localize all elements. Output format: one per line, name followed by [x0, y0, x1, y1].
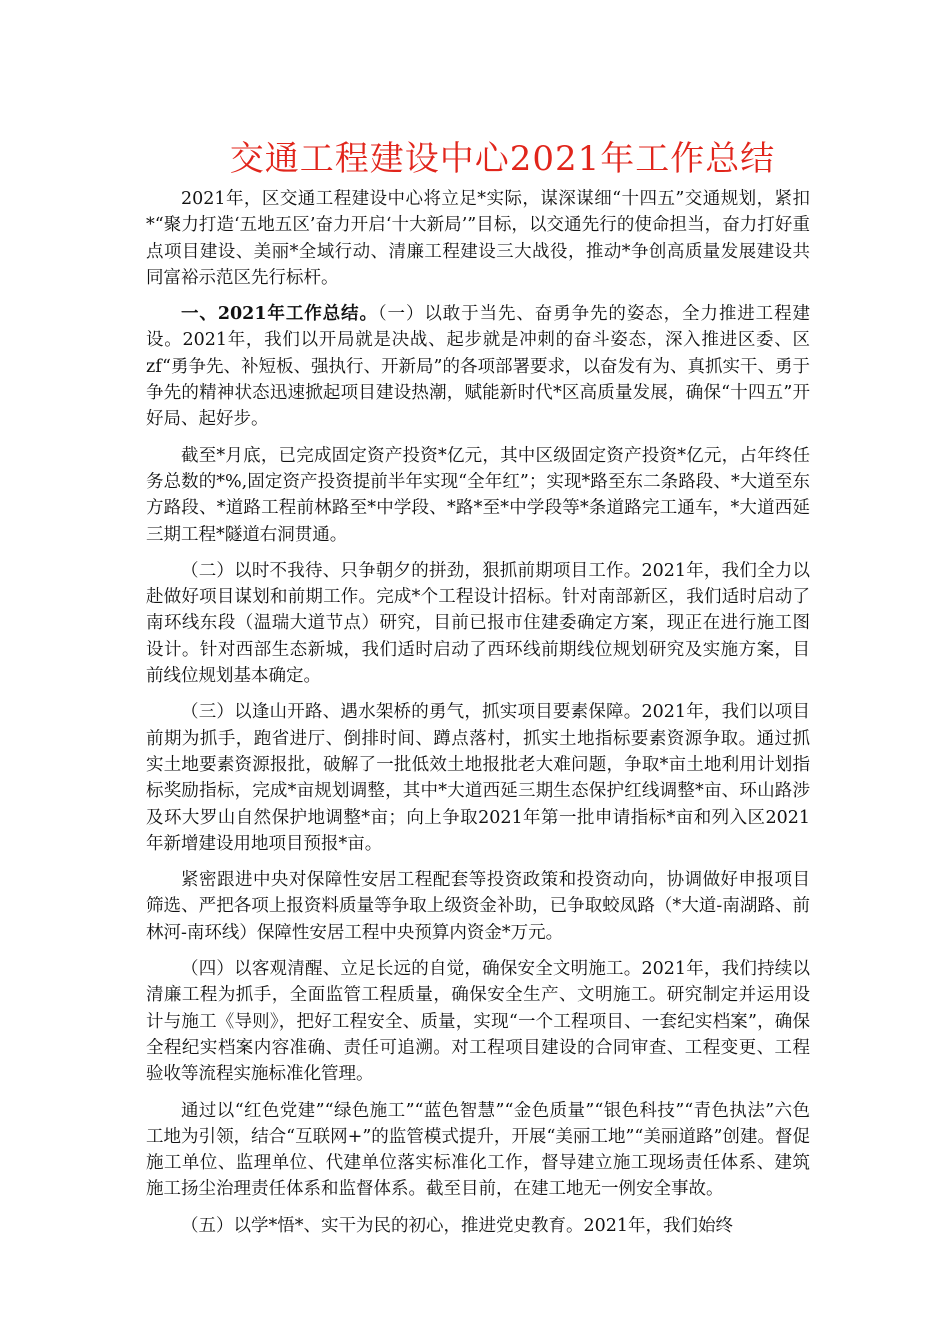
paragraph-intro: 2021年，区交通工程建设中心将立足*实际，谋深谋细“十四五”交通规划，紧扣*“聚力打造‘五地五区’奋力开启‘十大新局’”目标，以交通先行的使命担当，奋力打好重点项目建设、美丽*全域行动、清廉工程建设三大战役，推动*争创高质量发展建设共同富裕示范区先行标杆。 — [146, 189, 810, 288]
document-body — [146, 186, 810, 1249]
section-heading: 一、2021年工作总结。 — [181, 304, 378, 325]
paragraph-item-4: （四）以客观清醒、立足长远的自觉，确保安全文明施工。2021年，我们持续以清廉工程为抓手，全面监管工程质量，确保安全生产、文明施工。研究制定并运用设计与施工《导则》，把好工程安全、质量，实现“一个工程项目、一套纪实档案”，确保全程纪实档案内容准确、责任可追溯。对工程项目建设的合同审查、工程变更、工程验收等流程实施标准化管理。 — [146, 959, 810, 1085]
paragraph-investment: 截至*月底，已完成固定资产投资*亿元，其中区级固定资产投资*亿元，占年终任务总数的*%,固定资产投资提前半年实现“全年红”；实现*路至东二条路段、*大道至东方路段、*道路工程前林路至*中学段、*路*至*中学段等*条道路完工通车，*大道西延三期工程*隧道右洞贯通。 — [146, 445, 810, 545]
paragraph-text: （一）以敢于当先、奋勇争先的姿态，全力推进工程建设。2021年，我们以开局就是决战、起步就是冲刺的奋斗姿态，深入推进区委、区zf“勇争先、补短板、强执行、开新局”的各项部署要求，以奋发有为、真抓实干、勇于争先的精神状态迅速掀起项目建设热潮，赋能新时代*区高质量发展，确保“十四五”开好局、起好步。 — [146, 304, 810, 430]
paragraph-item-5: （五）以学*悟*、实干为民的初心，推进党史教育。2021年，我们始终 — [181, 1215, 734, 1236]
paragraph-section-1 — [146, 301, 810, 432]
document-title: 交通工程建设中心2021年工作总结 — [229, 139, 776, 179]
paragraph-funding: 紧密跟进中央对保障性安居工程配套等投资政策和投资动向，协调做好申报项目筛选、严把各项上报资料质量等争取上级资金补助，已争取蛟凤路（*大道-南湖路、前林河-南环线）保障性安居工程中央预算内资金*万元。 — [146, 870, 810, 943]
paragraph-item-3: （三）以逢山开路、遇水架桥的勇气，抓实项目要素保障。2021年，我们以项目前期为抓手，跑省进厅、倒排时间、蹲点落村，抓实土地指标要素资源争取。通过抓实土地要素资源报批，破解了一批低效土地报批老大难问题，争取*亩土地利用计划指标奖励指标，完成*亩规划调整，其中*大道西延三期生态保护红线调整*亩、环山路涉及环大罗山自然保护地调整*亩；向上争取2021年第一批申请指标*亩和列入区2021年新增建设用地项目预报*亩。 — [146, 702, 810, 854]
paragraph-six-color: 通过以“红色党建”“绿色施工”“蓝色智慧”“金色质量”“银色科技”“青色执法”六色工地为引领，结合“互联网+”的监管模式提升，开展“美丽工地”“美丽道路”创建。督促施工单位、监理单位、代建单位落实标准化工作，督导建立施工现场责任体系、建筑施工扬尘治理责任体系和监督体系。截至目前，在建工地无一例安全事故。 — [146, 1100, 810, 1200]
paragraph-item-2: （二）以时不我待、只争朝夕的拼劲，狠抓前期项目工作。2021年，我们全力以赴做好项目谋划和前期工作。完成*个工程设计招标。针对南部新区，我们适时启动了南环线东段（温瑞大道节点）研究，目前已报市住建委确定方案，现正在进行施工图设计。针对西部生态新城，我们适时启动了西环线前期线位规划研究及实施方案，目前线位规划基本确定。 — [146, 560, 810, 687]
